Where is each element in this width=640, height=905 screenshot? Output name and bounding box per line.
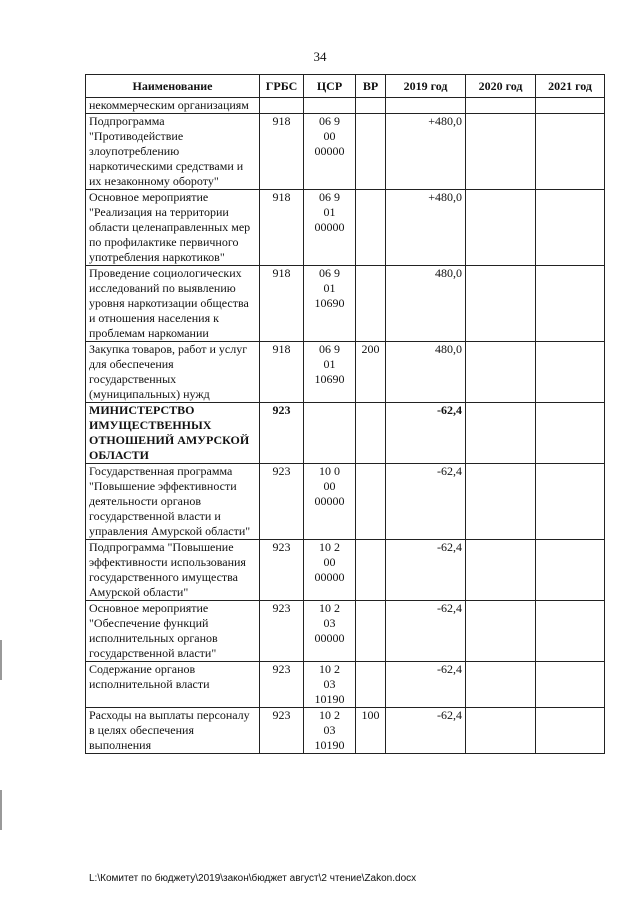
cell-grbs: 923: [260, 464, 304, 540]
cell-2020: [466, 342, 536, 403]
cell-vr: [356, 403, 386, 464]
cell-csr: 06 9 01 10690: [304, 266, 356, 342]
cell-vr: 100: [356, 708, 386, 754]
cell-2020: [466, 662, 536, 708]
page-number: 34: [313, 49, 327, 64]
header-2021: 2021 год: [536, 75, 605, 98]
table-row: [86, 601, 605, 662]
table-row: [86, 114, 605, 190]
cell-csr: 10 2 00 00000: [304, 540, 356, 601]
cell-2021: [536, 190, 605, 266]
cell-vr: [356, 190, 386, 266]
table-row: [86, 403, 605, 464]
cell-2019: -62,4: [386, 403, 466, 464]
cell-2019: +480,0: [386, 190, 466, 266]
cell-grbs: 918: [260, 190, 304, 266]
cell-2019: [386, 98, 466, 114]
table-row: [86, 464, 605, 540]
cell-vr: [356, 662, 386, 708]
cell-grbs: 923: [260, 708, 304, 754]
cell-grbs: 918: [260, 114, 304, 190]
cell-grbs: 918: [260, 266, 304, 342]
cell-name: Основное мероприятие "Обеспечение функций исполнительных органов государственной власти": [86, 601, 260, 662]
cell-2019: 480,0: [386, 342, 466, 403]
cell-2020: [466, 114, 536, 190]
cell-vr: 200: [356, 342, 386, 403]
cell-2020: [466, 601, 536, 662]
header-2020: 2020 год: [466, 75, 536, 98]
cell-grbs: 918: [260, 342, 304, 403]
cell-2020: [466, 403, 536, 464]
cell-2019: -62,4: [386, 708, 466, 754]
cell-2021: [536, 464, 605, 540]
table-row: [86, 98, 605, 114]
cell-2021: [536, 114, 605, 190]
cell-2021: [536, 342, 605, 403]
cell-vr: [356, 114, 386, 190]
cell-csr: [304, 98, 356, 114]
cell-grbs: 923: [260, 601, 304, 662]
scan-edge-mark: [0, 790, 2, 830]
budget-table: [85, 74, 605, 754]
cell-2019: 480,0: [386, 266, 466, 342]
header-csr: ЦСР: [304, 75, 356, 98]
cell-grbs: 923: [260, 403, 304, 464]
header-row: [86, 75, 605, 98]
cell-grbs: 923: [260, 540, 304, 601]
footer-file-path: L:\Комитет по бюджету\2019\закон\бюджет август\2 чтение\Zakon.docx: [89, 873, 417, 884]
cell-2020: [466, 540, 536, 601]
cell-name: Подпрограмма "Противодействие злоупотреблению наркотическими средствами и их незаконному обороту": [86, 114, 260, 190]
header-2019: 2019 год: [386, 75, 466, 98]
cell-name: Расходы на выплаты персоналу в целях обеспечения выполнения: [86, 708, 260, 754]
table-header: [86, 75, 605, 98]
cell-csr: 06 9 01 10690: [304, 342, 356, 403]
cell-2021: [536, 662, 605, 708]
cell-vr: [356, 464, 386, 540]
cell-vr: [356, 266, 386, 342]
cell-name: Государственная программа "Повышение эффективности деятельности органов государственной власти и управления Амурской области": [86, 464, 260, 540]
cell-2019: +480,0: [386, 114, 466, 190]
cell-name: Подпрограмма "Повышение эффективности использования государственного имущества Амурской области": [86, 540, 260, 601]
cell-vr: [356, 601, 386, 662]
cell-vr: [356, 540, 386, 601]
cell-name: Проведение социологических исследований по выявлению уровня наркотизации общества и отношения населения к проблемам наркомании: [86, 266, 260, 342]
cell-csr: 06 9 01 00000: [304, 190, 356, 266]
cell-2020: [466, 708, 536, 754]
header-vr: ВР: [356, 75, 386, 98]
cell-2021: [536, 708, 605, 754]
cell-name: Закупка товаров, работ и услуг для обеспечения государственных (муниципальных) нужд: [86, 342, 260, 403]
header-grbs: ГРБС: [260, 75, 304, 98]
cell-csr: 10 2 03 10190: [304, 708, 356, 754]
cell-2019: -62,4: [386, 662, 466, 708]
cell-2019: -62,4: [386, 464, 466, 540]
cell-2021: [536, 266, 605, 342]
cell-2021: [536, 98, 605, 114]
cell-csr: 10 2 03 00000: [304, 601, 356, 662]
table-row: [86, 342, 605, 403]
scan-edge-mark: [0, 640, 2, 680]
table-row: [86, 662, 605, 708]
cell-2020: [466, 464, 536, 540]
table-row: [86, 266, 605, 342]
cell-name: Основное мероприятие "Реализация на территории области целенаправленных мер по профилактике первичного употребления наркотиков": [86, 190, 260, 266]
cell-2020: [466, 190, 536, 266]
cell-csr: 06 9 00 00000: [304, 114, 356, 190]
cell-csr: [304, 403, 356, 464]
cell-name: некоммерческим организациям: [86, 98, 260, 114]
cell-csr: 10 0 00 00000: [304, 464, 356, 540]
cell-2020: [466, 98, 536, 114]
cell-2019: -62,4: [386, 601, 466, 662]
cell-name: Содержание органов исполнительной власти: [86, 662, 260, 708]
cell-vr: [356, 98, 386, 114]
table-body: [86, 98, 605, 754]
cell-name: МИНИСТЕРСТВО ИМУЩЕСТВЕННЫХ ОТНОШЕНИЙ АМУРСКОЙ ОБЛАСТИ: [86, 403, 260, 464]
table-row: [86, 540, 605, 601]
cell-2021: [536, 601, 605, 662]
header-name: Наименование: [86, 75, 260, 98]
table-row: [86, 190, 605, 266]
cell-2019: -62,4: [386, 540, 466, 601]
cell-grbs: [260, 98, 304, 114]
cell-grbs: 923: [260, 662, 304, 708]
cell-csr: 10 2 03 10190: [304, 662, 356, 708]
table-row: [86, 708, 605, 754]
cell-2021: [536, 403, 605, 464]
cell-2020: [466, 266, 536, 342]
cell-2021: [536, 540, 605, 601]
